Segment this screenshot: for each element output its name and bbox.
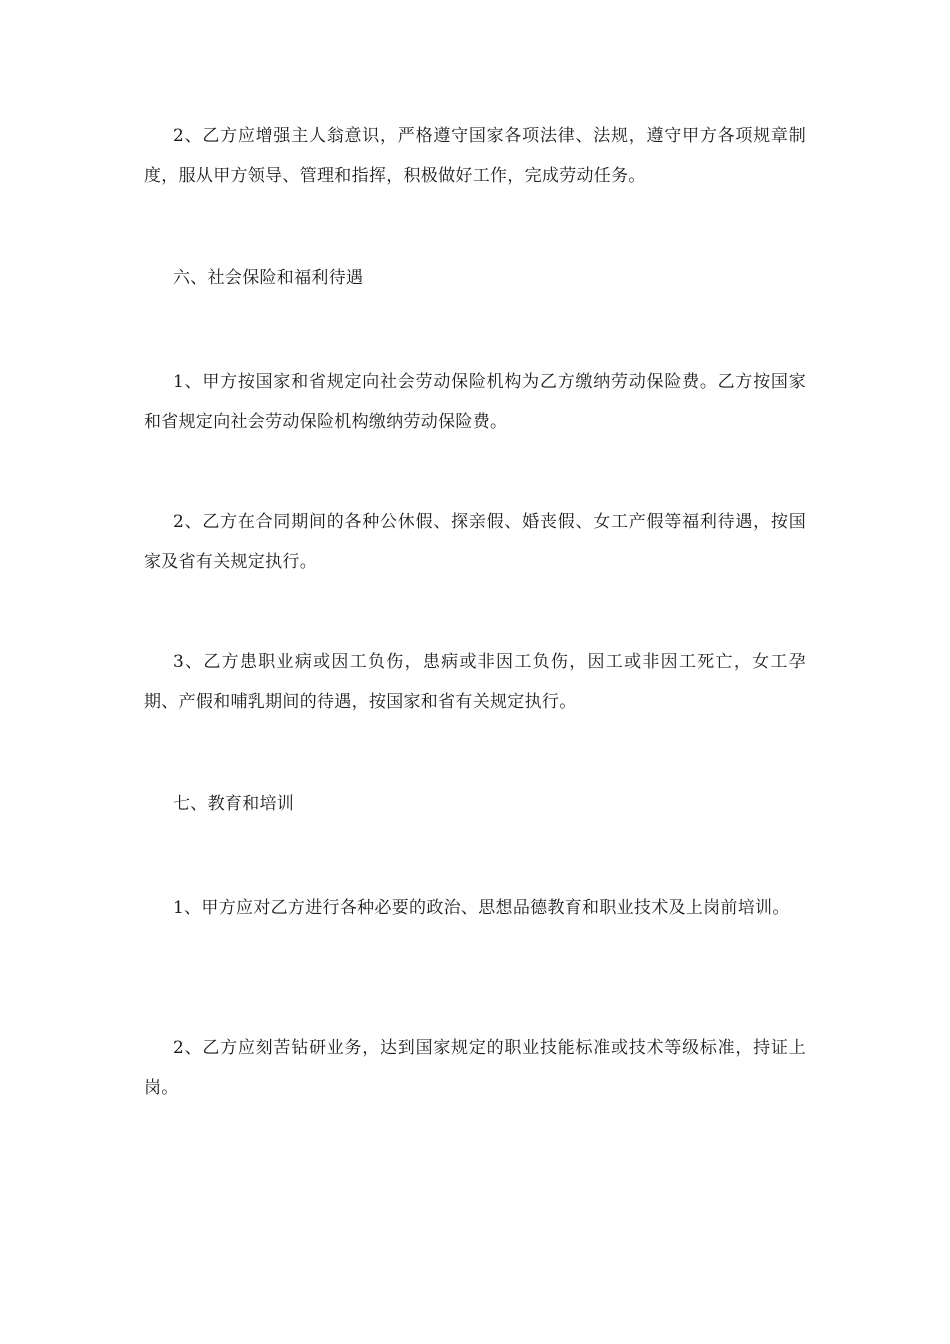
clause-6-3-paragraph: 3、乙方患职业病或因工负伤，患病或非因工负伤，因工或非因工死亡，女工孕期、产假和哺乳期间的待遇，按国家和省有关规定执行。	[144, 652, 806, 712]
clause-6-2-paragraph: 2、乙方在合同期间的各种公休假、探亲假、婚丧假、女工产假等福利待遇，按国家及省有关规定执行。	[144, 512, 806, 572]
clause-7-1-paragraph: 1、甲方应对乙方进行各种必要的政治、思想品德教育和职业技术及上岗前培训。	[173, 898, 790, 918]
clause-7-2-paragraph: 2、乙方应刻苦钻研业务，达到国家规定的职业技能标准或技术等级标准，持证上岗。	[144, 1038, 806, 1098]
section-6-heading: 六、社会保险和福利待遇	[173, 268, 364, 288]
clause-6-1-paragraph: 1、甲方按国家和省规定向社会劳动保险机构为乙方缴纳劳动保险费。乙方按国家和省规定向社会劳动保险机构缴纳劳动保险费。	[144, 372, 806, 432]
clause-5-2-paragraph: 2、乙方应增强主人翁意识，严格遵守国家各项法律、法规，遵守甲方各项规章制度，服从甲方领导、管理和指挥，积极做好工作，完成劳动任务。	[144, 126, 806, 186]
section-7-heading: 七、教育和培训	[173, 794, 295, 814]
